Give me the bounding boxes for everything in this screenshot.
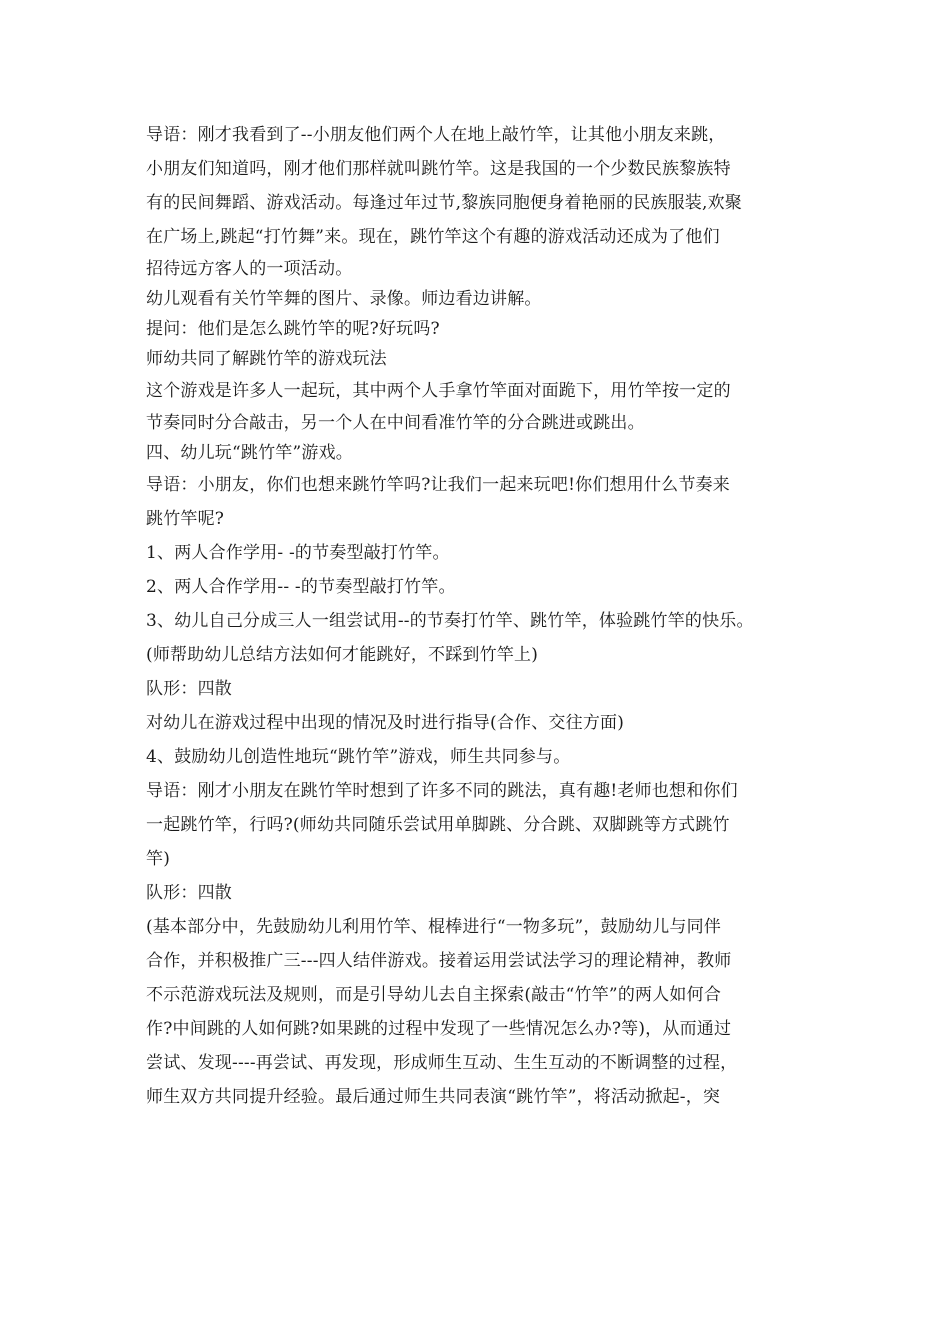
document-body	[146, 118, 836, 1114]
text-line: 合作，并积极推广三---四人结伴游戏。接着运用尝试法学习的理论精神，教师	[146, 951, 732, 971]
text-line: 对幼儿在游戏过程中出现的情况及时进行指导(合作、交往方面)	[146, 713, 625, 733]
text-line: 师生双方共同提升经验。最后通过师生共同表演“跳竹竿”，将活动掀起-，突	[146, 1087, 721, 1107]
text-line: 一起跳竹竿，行吗?(师幼共同随乐尝试用单脚跳、分合跳、双脚跳等方式跳竹	[146, 815, 730, 835]
text-line: 队形：四散	[146, 883, 232, 903]
text-line: 不示范游戏玩法及规则，而是引导幼儿去自主探索(敲击“竹竿”的两人如何合	[146, 985, 722, 1005]
text-line: 导语：小朋友，你们也想来跳竹竿吗?让我们一起来玩吧!你们想用什么节奏来	[146, 475, 730, 495]
text-line: 提问：他们是怎么跳竹竿的呢?好玩吗?	[146, 319, 440, 339]
text-line: 节奏同时分合敲击，另一个人在中间看准竹竿的分合跳进或跳出。	[146, 413, 645, 433]
text-line: 师幼共同了解跳竹竿的游戏玩法	[146, 349, 387, 369]
text-line: 幼儿观看有关竹竿舞的图片、录像。师边看边讲解。	[146, 289, 542, 309]
text-line: 1、两人合作学用- -的节奏型敲打竹竿。	[146, 543, 450, 563]
text-line: 跳竹竿呢?	[146, 509, 225, 529]
text-line: 竿)	[146, 849, 171, 869]
text-line: (师帮助幼儿总结方法如何才能跳好，不踩到竹竿上)	[146, 645, 539, 665]
text-line: 招待远方客人的一项活动。	[146, 259, 353, 279]
section-heading: 四、幼儿玩“跳竹竿”游戏。	[146, 443, 353, 463]
text-line: 小朋友们知道吗，刚才他们那样就叫跳竹竿。这是我国的一个少数民族黎族特	[146, 159, 731, 179]
text-line: 4、鼓励幼儿创造性地玩“跳竹竿”游戏，师生共同参与。	[146, 747, 571, 767]
text-line: 2、两人合作学用-- -的节奏型敲打竹竿。	[146, 577, 456, 597]
text-line: 在广场上,跳起“打竹舞”来。现在，跳竹竿这个有趣的游戏活动还成为了他们	[146, 227, 720, 247]
text-line: 尝试、发现----再尝试、再发现，形成师生互动、生生互动的不断调整的过程，	[146, 1053, 738, 1073]
text-line: (基本部分中，先鼓励幼儿利用竹竿、棍棒进行“一物多玩”，鼓励幼儿与同伴	[146, 917, 722, 937]
text-line: 队形：四散	[146, 679, 232, 699]
text-line: 这个游戏是许多人一起玩，其中两个人手拿竹竿面对面跪下，用竹竿按一定的	[146, 381, 731, 401]
text-line: 导语：刚才我看到了--小朋友他们两个人在地上敲竹竿，让其他小朋友来跳，	[146, 125, 726, 145]
text-line: 3、幼儿自己分成三人一组尝试用--的节奏打竹竿、跳竹竿，体验跳竹竿的快乐。	[146, 611, 754, 631]
text-line: 作?中间跳的人如何跳?如果跳的过程中发现了一些情况怎么办?等)，从而通过	[146, 1019, 732, 1039]
text-line: 导语：刚才小朋友在跳竹竿时想到了许多不同的跳法，真有趣!老师也想和你们	[146, 781, 738, 801]
text-line: 有的民间舞蹈、游戏活动。每逢过年过节,黎族同胞便身着艳丽的民族服装,欢聚	[146, 193, 743, 213]
